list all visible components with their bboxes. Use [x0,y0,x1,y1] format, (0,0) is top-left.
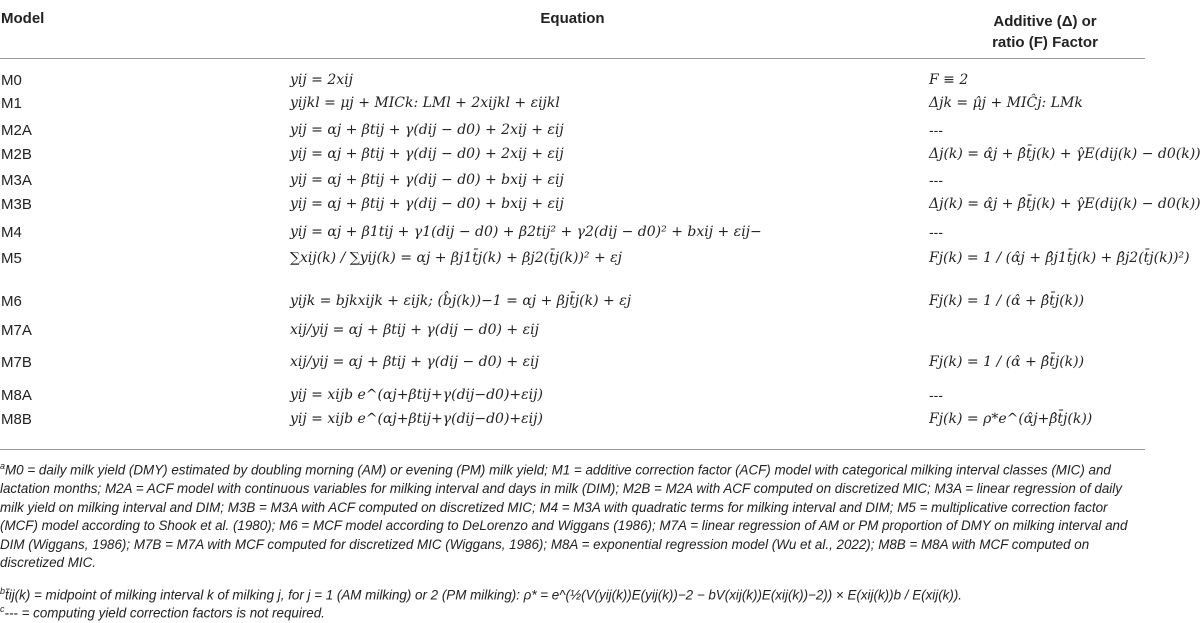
footnote-c [0,600,1145,623]
column-header-model: Model [1,10,45,27]
factor-cell: --- [929,224,943,240]
column-header-equation: Equation [540,10,605,27]
factor-header-line1: Additive (Δ) or [993,13,1097,30]
model-cell: M1 [1,95,22,112]
table-row [0,352,1145,374]
model-cell: M8A [1,387,32,404]
model-cell: M6 [1,293,22,310]
model-cell: M8B [1,411,32,428]
footnote-b-mark: b [0,586,6,596]
factor-cell: F ≡ 2 [929,72,969,88]
factor-cell: Fj(k) = 1 / (α̂ + β̂t̄j(k)) [929,293,1085,309]
equation-cell: yij = αj + βtij + γ(dij − d0) + bxij + εij [290,172,564,188]
footnote-a [0,457,1145,573]
factor-cell: Fj(k) = 1 / (α̂j + β̂j1t̄j(k) + β̂j2(t̄j(k))²) [929,250,1190,266]
table-row [0,291,1145,313]
equation-cell: yij = αj + βtij + γ(dij − d0) + 2xij + εij [290,146,564,162]
equation-cell: yijk = bjkxijk + εijk; (b̂j(k))−1 = αj + βjt̄j(k) + εj [290,293,632,309]
table-row [0,144,1201,166]
header-rule [0,58,1145,59]
table-row [0,320,1145,342]
equation-cell: xij/yij = αj + βtij + γ(dij − d0) + εij [290,322,539,338]
factor-cell: Fj(k) = ρ*e^(α̂j+β̂t̄j(k)) [929,411,1093,427]
equation-cell: yij = αj + βtij + γ(dij − d0) + bxij + εij [290,196,564,212]
footnote-a-text: M0 = daily milk yield (DMY) estimated by doubling morning (AM) or evening (PM) milk yield; M1 = additive correction factor (ACF) model with categorical milking interval classes (MIC) and lactation months; M2A = ACF model with continuous variables for milking interval and days in milk (DIM); M2B = M2A with ACF computed on discretized MIC; M3A = linear regression of daily milk yield on milking interval and DIM; M3B = M3A with ACF computed on discretized MIC; M4 = M3A with quadratic terms for milking interval and DIM; M5 = multiplicative correction factor (MCF) model according to Shook et al. (1980); M6 = MCF model according to DeLorenzo and Wiggans (1986); M7A = linear regression of AM or PM proportion of DMY on milking interval and DIM (Wiggans, 1986); M7B = M7A with MCF computed for discretized MIC (Wiggans, 1986); M8A = exponential regression model (Wu et al., 2022); M8B = M8A with MCF computed on discretized MIC. [0,462,1128,571]
table-row [0,194,1201,216]
equation-cell: ∑xij(k) / ∑yij(k) = αj + βj1t̄j(k) + βj2(t̄j(k))² + εj [290,250,623,266]
equation-cell: yij = αj + β1tij + γ1(dij − d0) + β2tij² + γ2(dij − d0)² + bxij + εij− [290,224,762,240]
table-row [0,409,1145,431]
factor-cell: Δj(k) = α̂j + β̂t̄j(k) + γ̂E(dij(k) − d0(k)) [929,146,1201,162]
factor-cell: --- [929,122,943,138]
equation-cell: yij = 2xij [290,72,353,88]
table-row [0,222,1145,244]
model-cell: M7A [1,322,32,339]
footnote-b-text: t̄ij(k) = midpoint of milking interval k of milking j, for j = 1 (AM milking) or 2 (PM milking): ρ* = e^(½(V(yij(k))E(yij(k))−2 − bV(xij(k))E(xij(k))−2)) × E(xij(k))b / E(xij(k)). [5,587,963,603]
table-row [0,70,1145,92]
factor-cell: Δjk = μ̂j + MIĈj: LMk [929,95,1083,111]
model-cell: M4 [1,224,22,241]
equation-cell: yijkl = μj + MICk: LMl + 2xijkl + εijkl [290,95,560,111]
model-cell: M0 [1,72,22,89]
table-row [0,385,1145,407]
equation-cell: yij = xijb e^(αj+βtij+γ(dij−d0)+εij) [290,411,543,427]
bottom-rule [0,449,1145,450]
column-header-factor [965,11,1125,53]
footnote-c-text: --- = computing yield correction factors is not required. [4,605,325,621]
model-cell: M7B [1,354,32,371]
model-cell: M5 [1,250,22,267]
factor-cell: Fj(k) = 1 / (α̂ + β̂t̄j(k)) [929,354,1085,370]
factor-header-line2: ratio (F) Factor [992,34,1098,51]
footnote-a-mark: a [0,461,6,471]
model-cell: M3B [1,196,32,213]
table-row [0,120,1145,142]
model-cell: M2A [1,122,32,139]
footnote-c-mark: c [0,604,5,614]
table-row [0,170,1145,192]
factor-cell: Δj(k) = α̂j + β̂t̄j(k) + γ̂E(dij(k) − d0(k)) [929,196,1201,212]
table-row [0,93,1145,115]
factor-cell: --- [929,172,943,188]
factor-cell: --- [929,387,943,403]
equation-cell: xij/yij = αj + βtij + γ(dij − d0) + εij [290,354,539,370]
equation-cell: yij = xijb e^(αj+βtij+γ(dij−d0)+εij) [290,387,543,403]
equation-cell: yij = αj + βtij + γ(dij − d0) + 2xij + εij [290,122,564,138]
model-cell: M3A [1,172,32,189]
model-cell: M2B [1,146,32,163]
table-row [0,248,1190,270]
